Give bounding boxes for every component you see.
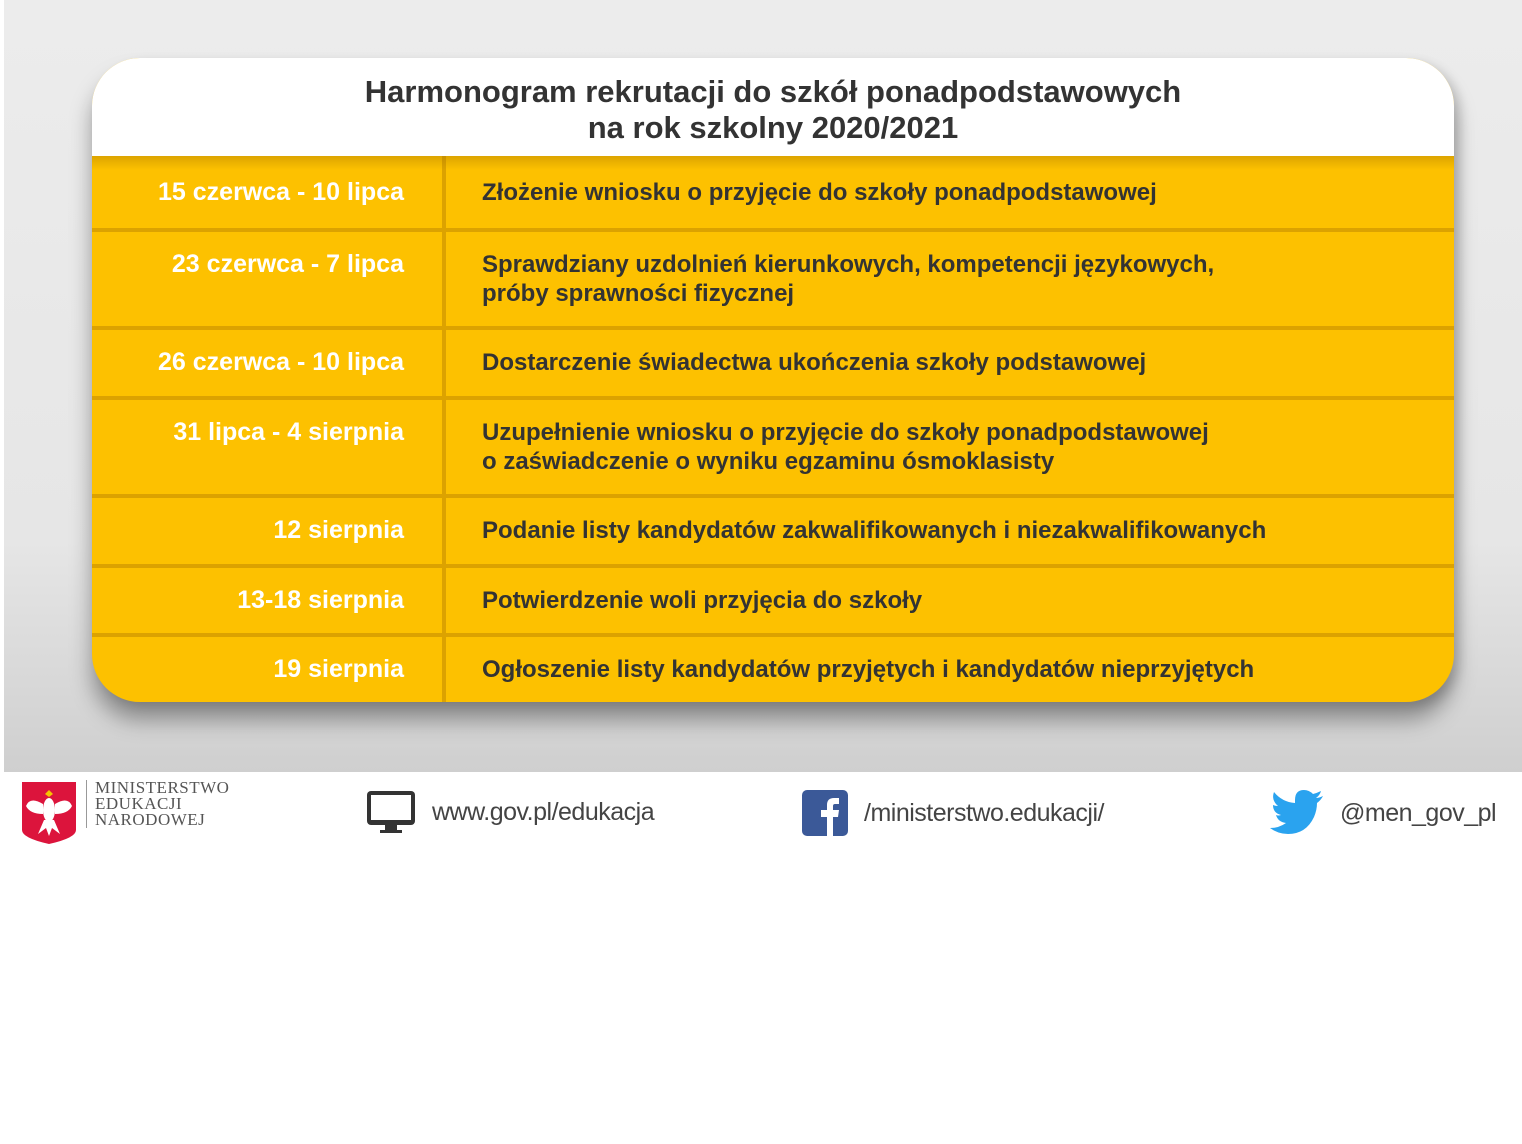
ministry-name-line: MINISTERSTWO (95, 778, 230, 797)
row-date: 12 sierpnia (92, 498, 446, 564)
description-line: Podanie listy kandydatów zakwalifikowanych i niezakwalifikowanych (482, 517, 1267, 544)
polish-eagle-emblem-icon (20, 780, 78, 846)
website-link[interactable] (366, 790, 654, 834)
description-line: Złożenie wniosku o przyjęcie do szkoły ponadpodstawowej (482, 179, 1157, 206)
facebook-handle: /ministerstwo.edukacji/ (864, 798, 1104, 827)
row-description (446, 330, 1454, 396)
description-line: próby sprawności fizycznej (482, 280, 795, 307)
row-date: 19 sierpnia (92, 637, 446, 702)
schedule-row (92, 156, 1454, 232)
row-description (446, 156, 1454, 228)
twitter-link[interactable] (1270, 790, 1496, 836)
schedule-row (92, 637, 1454, 702)
schedule-row (92, 232, 1454, 330)
schedule-card (92, 58, 1454, 702)
twitter-icon (1270, 790, 1324, 836)
twitter-handle: @men_gov_pl (1340, 798, 1497, 827)
banner-background (4, 0, 1522, 772)
ministry-name (86, 780, 229, 828)
description-line: Uzupełnienie wniosku o przyjęcie do szkoły ponadpodstawowej (482, 419, 1209, 446)
row-description (446, 400, 1454, 494)
title-line-1: Harmonogram rekrutacji do szkół ponadpodstawowych (364, 74, 1182, 109)
row-description (446, 498, 1454, 564)
row-date: 23 czerwca - 7 lipca (92, 232, 446, 326)
ministry-logo[interactable] (20, 780, 229, 846)
description-line: Dostarczenie świadectwa ukończenia szkoły podstawowej (482, 349, 1147, 376)
description-line: Potwierdzenie woli przyjęcia do szkoły (482, 587, 923, 614)
row-date: 13-18 sierpnia (92, 568, 446, 633)
description-line: Sprawdziany uzdolnień kierunkowych, kompetencji językowych, (482, 251, 1215, 278)
footer-bar (4, 772, 1522, 854)
website-url: www.gov.pl/edukacja (432, 797, 655, 826)
facebook-link[interactable] (802, 790, 1104, 836)
row-date: 15 czerwca - 10 lipca (92, 156, 446, 228)
row-description (446, 568, 1454, 633)
schedule-title (92, 58, 1454, 156)
facebook-icon (802, 790, 848, 836)
description-line: o zaświadczenie o wyniku egzaminu ósmoklasisty (482, 448, 1055, 475)
schedule-table (92, 156, 1454, 702)
schedule-row (92, 498, 1454, 568)
row-description (446, 637, 1454, 702)
row-date: 31 lipca - 4 sierpnia (92, 400, 446, 494)
monitor-icon (366, 790, 416, 834)
ministry-name-line: NARODOWEJ (95, 810, 206, 829)
schedule-row (92, 330, 1454, 400)
description-line: Ogłoszenie listy kandydatów przyjętych i kandydatów nieprzyjętych (482, 656, 1255, 683)
row-description (446, 232, 1454, 326)
schedule-row (92, 400, 1454, 498)
ministry-name-line: EDUKACJI (95, 794, 183, 813)
schedule-row (92, 568, 1454, 637)
title-line-2: na rok szkolny 2020/2021 (587, 110, 959, 145)
row-date: 26 czerwca - 10 lipca (92, 330, 446, 396)
